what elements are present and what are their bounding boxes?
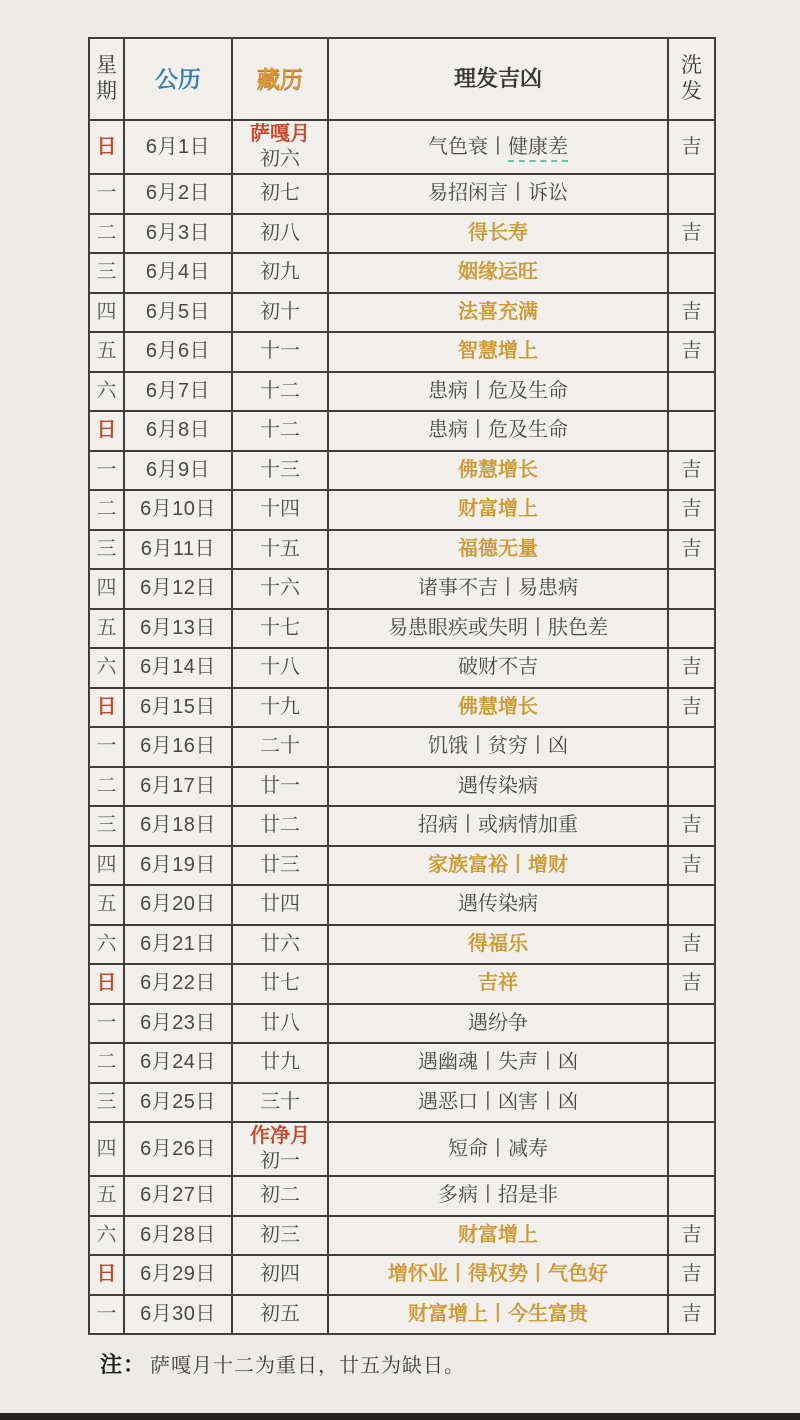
table-row — [89, 214, 715, 254]
date-cell: 6月27日 — [124, 1176, 232, 1216]
weekday-cell: 五 — [89, 1176, 124, 1216]
tibetan-cell — [232, 569, 328, 609]
tibetan-cell — [232, 120, 328, 174]
weekday-cell: 二 — [89, 767, 124, 807]
date-cell: 6月29日 — [124, 1255, 232, 1295]
underlined-fortune-text: 健康差 — [508, 136, 568, 162]
weekday-cell: 五 — [89, 332, 124, 372]
table-row — [89, 767, 715, 807]
table-row — [89, 253, 715, 293]
weekday-cell: 三 — [89, 1083, 124, 1123]
wash-cell: 吉 — [668, 214, 715, 254]
date-cell: 6月15日 — [124, 688, 232, 728]
table-row — [89, 490, 715, 530]
tibetan-cell — [232, 214, 328, 254]
wash-cell — [668, 253, 715, 293]
date-cell: 6月13日 — [124, 609, 232, 649]
fortune-cell: 财富增上 — [328, 1216, 668, 1256]
table-row — [89, 1255, 715, 1295]
date-cell: 6月21日 — [124, 925, 232, 965]
footnote — [100, 1348, 465, 1379]
tibetan-day-label: 十七 — [260, 616, 300, 639]
tibetan-day-label: 廿一 — [260, 774, 300, 797]
table-row — [89, 806, 715, 846]
tibetan-cell — [232, 1083, 328, 1123]
weekday-cell: 六 — [89, 648, 124, 688]
wash-cell: 吉 — [668, 451, 715, 491]
tibetan-day-label: 初六 — [260, 148, 300, 170]
wash-cell — [668, 1083, 715, 1123]
tibetan-day-label: 廿二 — [260, 814, 300, 837]
table-row — [89, 1216, 715, 1256]
tibetan-day-label: 初七 — [260, 182, 300, 205]
fortune-cell: 财富增上 — [328, 490, 668, 530]
weekday-cell: 四 — [89, 1122, 124, 1176]
date-cell: 6月5日 — [124, 293, 232, 333]
tibetan-day-label: 十八 — [260, 656, 300, 679]
wash-cell: 吉 — [668, 1295, 715, 1335]
tibetan-day-label: 初九 — [260, 261, 300, 284]
tibetan-day-label: 十四 — [260, 498, 300, 521]
tibetan-day-label: 十二 — [260, 379, 300, 402]
weekday-cell: 四 — [89, 846, 124, 886]
tibetan-cell — [232, 1216, 328, 1256]
date-cell: 6月12日 — [124, 569, 232, 609]
fortune-cell: 福德无量 — [328, 530, 668, 570]
tibetan-cell — [232, 806, 328, 846]
tibetan-month-label: 作净月 — [250, 1125, 310, 1147]
date-cell: 6月17日 — [124, 767, 232, 807]
fortune-cell: 遇传染病 — [328, 885, 668, 925]
weekday-cell: 三 — [89, 806, 124, 846]
table-row — [89, 1043, 715, 1083]
date-cell: 6月11日 — [124, 530, 232, 570]
fortune-cell: 诸事不吉丨易患病 — [328, 569, 668, 609]
wash-cell: 吉 — [668, 490, 715, 530]
table-row — [89, 925, 715, 965]
fortune-cell: 姻缘运旺 — [328, 253, 668, 293]
tibetan-cell — [232, 925, 328, 965]
table-row — [89, 885, 715, 925]
table-row — [89, 451, 715, 491]
weekday-cell: 六 — [89, 372, 124, 412]
wash-cell: 吉 — [668, 293, 715, 333]
wash-cell: 吉 — [668, 1216, 715, 1256]
tibetan-cell — [232, 253, 328, 293]
date-cell: 6月18日 — [124, 806, 232, 846]
tibetan-day-label: 初二 — [260, 1184, 300, 1207]
date-cell: 6月14日 — [124, 648, 232, 688]
date-cell: 6月1日 — [124, 120, 232, 174]
tibetan-cell — [232, 767, 328, 807]
date-cell: 6月30日 — [124, 1295, 232, 1335]
wash-cell — [668, 411, 715, 451]
tibetan-day-label: 廿四 — [260, 893, 300, 916]
weekday-cell: 五 — [89, 609, 124, 649]
wash-cell — [668, 569, 715, 609]
tibetan-cell — [232, 688, 328, 728]
date-cell: 6月19日 — [124, 846, 232, 886]
date-cell: 6月24日 — [124, 1043, 232, 1083]
tibetan-day-label: 十二 — [260, 419, 300, 442]
weekday-cell: 四 — [89, 293, 124, 333]
wash-cell: 吉 — [668, 846, 715, 886]
col-header-fortune: 理发吉凶 — [328, 38, 668, 120]
tibetan-cell — [232, 727, 328, 767]
fortune-cell: 得长寿 — [328, 214, 668, 254]
table-row — [89, 120, 715, 174]
tibetan-cell — [232, 451, 328, 491]
tibetan-cell — [232, 1176, 328, 1216]
tibetan-day-label: 初十 — [260, 300, 300, 323]
wash-cell — [668, 1004, 715, 1044]
weekday-cell: 三 — [89, 253, 124, 293]
date-cell: 6月26日 — [124, 1122, 232, 1176]
table-row — [89, 1295, 715, 1335]
table-row — [89, 332, 715, 372]
wash-cell: 吉 — [668, 925, 715, 965]
bottom-bar — [0, 1413, 800, 1420]
footnote-label: 注： — [100, 1352, 147, 1377]
weekday-cell: 一 — [89, 1004, 124, 1044]
fortune-cell: 得福乐 — [328, 925, 668, 965]
date-cell: 6月16日 — [124, 727, 232, 767]
tibetan-day-label: 初三 — [260, 1223, 300, 1246]
tibetan-cell — [232, 332, 328, 372]
fortune-cell: 患病丨危及生命 — [328, 411, 668, 451]
tibetan-cell — [232, 411, 328, 451]
tibetan-cell — [232, 964, 328, 1004]
tibetan-cell — [232, 1122, 328, 1176]
weekday-cell: 一 — [89, 1295, 124, 1335]
fortune-cell: 饥饿丨贫穷丨凶 — [328, 727, 668, 767]
date-cell: 6月22日 — [124, 964, 232, 1004]
tibetan-cell — [232, 1295, 328, 1335]
tibetan-day-label: 初四 — [260, 1263, 300, 1286]
fortune-cell: 增怀业丨得权势丨气色好 — [328, 1255, 668, 1295]
weekday-cell: 二 — [89, 490, 124, 530]
tibetan-day-label: 二十 — [260, 735, 300, 758]
fortune-cell: 法喜充满 — [328, 293, 668, 333]
wash-cell: 吉 — [668, 1255, 715, 1295]
tibetan-day-label: 廿六 — [260, 932, 300, 955]
tibetan-day-label: 十一 — [260, 340, 300, 363]
wash-cell — [668, 174, 715, 214]
table-row — [89, 1004, 715, 1044]
table-row — [89, 569, 715, 609]
tibetan-day-label: 十三 — [260, 458, 300, 481]
table-row — [89, 846, 715, 886]
tibetan-cell — [232, 1004, 328, 1044]
col-header-tibetan: 藏历 — [232, 38, 328, 120]
weekday-cell: 六 — [89, 925, 124, 965]
date-cell: 6月6日 — [124, 332, 232, 372]
col-header-wash: 洗发 — [668, 38, 715, 120]
date-cell: 6月2日 — [124, 174, 232, 214]
tibetan-day-label: 廿八 — [260, 1011, 300, 1034]
tibetan-cell — [232, 648, 328, 688]
fortune-cell: 遇传染病 — [328, 767, 668, 807]
tibetan-cell — [232, 174, 328, 214]
date-cell: 6月28日 — [124, 1216, 232, 1256]
fortune-cell: 智慧增上 — [328, 332, 668, 372]
table-row — [89, 293, 715, 333]
fortune-cell: 遇恶口丨凶害丨凶 — [328, 1083, 668, 1123]
weekday-cell: 一 — [89, 727, 124, 767]
table-row — [89, 688, 715, 728]
fortune-cell: 遇幽魂丨失声丨凶 — [328, 1043, 668, 1083]
wash-cell: 吉 — [668, 688, 715, 728]
tibetan-day-label: 三十 — [260, 1090, 300, 1113]
weekday-cell: 三 — [89, 530, 124, 570]
wash-cell: 吉 — [668, 806, 715, 846]
weekday-cell: 日 — [89, 120, 124, 174]
weekday-cell: 六 — [89, 1216, 124, 1256]
wash-cell — [668, 727, 715, 767]
header-row — [89, 38, 715, 120]
tibetan-cell — [232, 1255, 328, 1295]
wash-cell: 吉 — [668, 648, 715, 688]
table-row — [89, 727, 715, 767]
table-row — [89, 372, 715, 412]
table-row — [89, 964, 715, 1004]
fortune-cell: 吉祥 — [328, 964, 668, 1004]
table-row — [89, 1083, 715, 1123]
tibetan-day-label: 十五 — [260, 537, 300, 560]
tibetan-cell — [232, 530, 328, 570]
table-row — [89, 1176, 715, 1216]
wash-cell: 吉 — [668, 530, 715, 570]
wash-cell: 吉 — [668, 332, 715, 372]
tibetan-day-label: 廿三 — [260, 853, 300, 876]
date-cell: 6月9日 — [124, 451, 232, 491]
tibetan-day-label: 廿七 — [260, 972, 300, 995]
tibetan-day-label: 初八 — [260, 221, 300, 244]
weekday-cell: 五 — [89, 885, 124, 925]
tibetan-cell — [232, 609, 328, 649]
table-header — [89, 38, 715, 120]
weekday-cell: 四 — [89, 569, 124, 609]
weekday-cell: 二 — [89, 1043, 124, 1083]
fortune-cell: 多病丨招是非 — [328, 1176, 668, 1216]
table-row — [89, 648, 715, 688]
fortune-cell: 气色衰丨健康差 — [328, 120, 668, 174]
tibetan-cell — [232, 490, 328, 530]
fortune-cell: 佛慧增长 — [328, 688, 668, 728]
table-body — [89, 120, 715, 1334]
wash-cell: 吉 — [668, 964, 715, 1004]
tibetan-day-label: 十六 — [260, 577, 300, 600]
wash-cell — [668, 609, 715, 649]
wash-cell — [668, 1176, 715, 1216]
tibetan-cell — [232, 846, 328, 886]
fortune-cell: 易招闲言丨诉讼 — [328, 174, 668, 214]
tibetan-cell — [232, 372, 328, 412]
weekday-cell: 日 — [89, 688, 124, 728]
fortune-cell: 易患眼疾或失明丨肤色差 — [328, 609, 668, 649]
table-row — [89, 1122, 715, 1176]
fortune-cell: 遇纷争 — [328, 1004, 668, 1044]
col-header-weekday: 星期 — [89, 38, 124, 120]
date-cell: 6月25日 — [124, 1083, 232, 1123]
wash-cell — [668, 1043, 715, 1083]
tibetan-day-label: 廿九 — [260, 1051, 300, 1074]
date-cell: 6月20日 — [124, 885, 232, 925]
col-header-gregorian: 公历 — [124, 38, 232, 120]
table-row — [89, 411, 715, 451]
wash-cell — [668, 372, 715, 412]
tibetan-day-label: 初五 — [260, 1302, 300, 1325]
wash-cell — [668, 1122, 715, 1176]
fortune-cell: 招病丨或病情加重 — [328, 806, 668, 846]
fortune-cell: 患病丨危及生命 — [328, 372, 668, 412]
wash-cell — [668, 767, 715, 807]
tibetan-day-label: 十九 — [260, 695, 300, 718]
tibetan-cell — [232, 885, 328, 925]
haircut-calendar-table — [88, 37, 716, 1335]
weekday-cell: 日 — [89, 411, 124, 451]
weekday-cell: 一 — [89, 451, 124, 491]
date-cell: 6月3日 — [124, 214, 232, 254]
table-row — [89, 530, 715, 570]
table-row — [89, 609, 715, 649]
date-cell: 6月8日 — [124, 411, 232, 451]
weekday-cell: 一 — [89, 174, 124, 214]
tibetan-cell — [232, 293, 328, 333]
tibetan-month-label: 萨嘎月 — [250, 123, 310, 145]
wash-cell: 吉 — [668, 120, 715, 174]
date-cell: 6月7日 — [124, 372, 232, 412]
fortune-cell: 短命丨减寿 — [328, 1122, 668, 1176]
weekday-cell: 日 — [89, 964, 124, 1004]
date-cell: 6月10日 — [124, 490, 232, 530]
footnote-text: 萨嘎月十二为重日，廿五为缺日。 — [150, 1355, 466, 1377]
weekday-cell: 日 — [89, 1255, 124, 1295]
tibetan-day-label: 初一 — [260, 1150, 300, 1172]
date-cell: 6月4日 — [124, 253, 232, 293]
fortune-cell: 破财不吉 — [328, 648, 668, 688]
date-cell: 6月23日 — [124, 1004, 232, 1044]
fortune-cell: 佛慧增长 — [328, 451, 668, 491]
wash-cell — [668, 885, 715, 925]
tibetan-cell — [232, 1043, 328, 1083]
weekday-cell: 二 — [89, 214, 124, 254]
table-row — [89, 174, 715, 214]
fortune-cell: 财富增上丨今生富贵 — [328, 1295, 668, 1335]
fortune-cell: 家族富裕丨增财 — [328, 846, 668, 886]
